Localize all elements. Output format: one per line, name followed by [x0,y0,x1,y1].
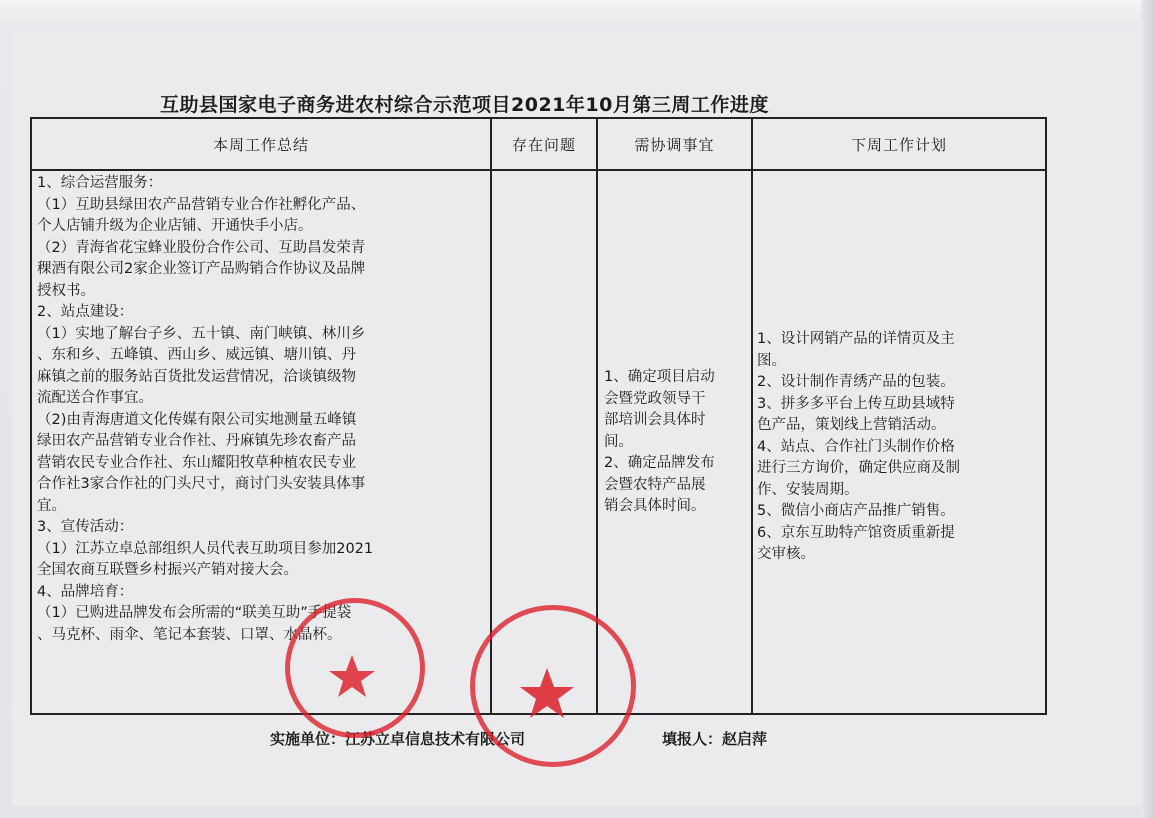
summary-line: （1）实地了解台子乡、五十镇、南门峡镇、林川乡 [37,325,366,342]
plan-line: 进行三方询价，确定供应商及制 [757,460,960,476]
plan-line: 3、拼多多平台上传互助县域特 [757,395,955,412]
table-header-row [31,118,1046,170]
coordination-line: 1、确定项目启动 [604,369,715,385]
coordination-line: 间。 [604,433,633,450]
summary-line: （1）江苏立卓总部组织人员代表互助项目参加2021 [37,540,374,557]
plan-line: 1、设计网销产品的详情页及主 [757,331,955,347]
plan-line: 交审核。 [757,546,815,562]
header-next-plan: 下周工作计划 [752,118,1046,170]
summary-line: 营销农民专业合作社、东山耀阳牧草种植农民专业 [37,454,356,471]
plan-text [753,171,1045,566]
scan-edge-shadow [1141,0,1155,818]
coordination-line: 会暨农特产品展 [604,476,706,493]
summary-line: 4、品牌培育： [37,583,134,600]
issues-text [492,171,596,173]
plan-line: 图。 [757,352,786,369]
summary-line: （1）已购进品牌发布会所需的“联美互助”手提袋 [37,605,352,621]
coordination-line: 部培训会具体时 [604,412,706,428]
summary-cell [31,170,491,714]
summary-line: （2）青海省花宝蜂业股份合作公司、互助昌发荣青 [37,239,366,256]
summary-line: 全国农商互联暨乡村振兴产销对接大会。 [37,562,298,578]
coordination-cell [597,170,752,714]
coordination-line: 会暨党政领导干 [604,390,706,407]
summary-text [32,171,490,646]
plan-line: 2、设计制作青绣产品的包装。 [757,374,955,390]
summary-line: 1、综合运营服务： [37,175,163,191]
coordination-text [598,171,751,518]
summary-line: 、东和乡、五峰镇、西山乡、威远镇、塘川镇、丹 [37,347,356,363]
summary-line: 绿田农产品营销专业合作社、丹麻镇先珍农畜产品 [37,433,356,449]
filled-by: 填报人：赵启萍 [662,730,768,748]
summary-line: 3、宣传活动： [37,519,134,535]
coordination-line: 销会具体时间。 [604,498,706,514]
summary-line: 、马克杯、雨伞、笔记本套装、口罩、水晶杯。 [37,626,342,643]
issues-cell [491,170,597,714]
plan-line: 色产品，策划线上营销活动。 [757,417,946,433]
plan-cell [752,170,1046,714]
summary-line: 流配送合作事宜。 [37,390,153,406]
progress-table [30,117,1047,715]
summary-line: （1）互助县绿田农产品营销专业合作社孵化产品、 [37,196,366,213]
implementing-unit: 实施单位：江苏立卓信息技术有限公司 [270,730,526,748]
plan-line: 作、安装周期。 [757,481,859,498]
header-issues: 存在问题 [491,118,597,170]
plan-line: 5、微信小商店产品推广销售。 [757,503,955,519]
document-title: 互助县国家电子商务进农村综合示范项目2021年10月第三周工作进度 [160,94,769,116]
summary-line: 宜。 [37,497,66,514]
summary-line: 合作社3家合作社的门头尺寸，商讨门头安装具体事 [37,476,366,492]
coordination-line: 2、确定品牌发布 [604,455,715,471]
header-summary: 本周工作总结 [31,118,491,170]
plan-line: 4、站点、合作社门头制作价格 [757,438,955,455]
summary-line: 麻镇之前的服务站百货批发运营情况，洽谈镇级物 [37,368,356,385]
summary-line: 2、站点建设： [37,304,134,320]
summary-line: 个人店铺升级为企业店铺、开通快手小店。 [37,218,313,234]
table-body-row [31,170,1046,714]
summary-line: 稞酒有限公司2家企业签订产品购销合作协议及品牌 [37,261,366,277]
summary-line: （2)由青海唐道文化传媒有限公司实地测量五峰镇 [37,411,357,428]
header-coordination: 需协调事宜 [597,118,752,170]
summary-line: 授权书。 [37,282,95,299]
plan-line: 6、京东互助特产馆资质重新提 [757,524,955,541]
